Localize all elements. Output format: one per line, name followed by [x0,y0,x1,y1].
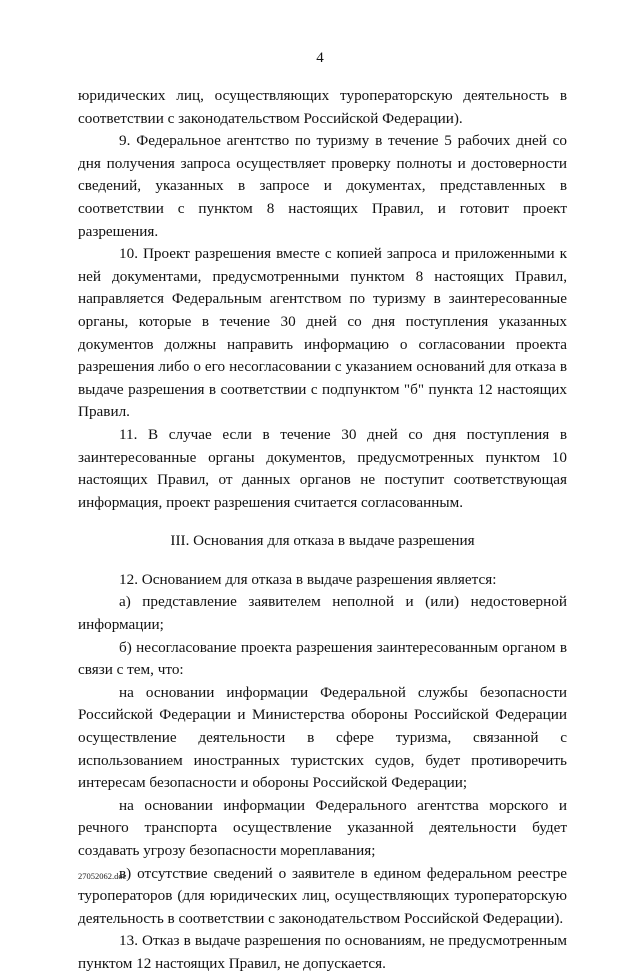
subparagraph-a: а) представление заявителем неполной и (или) недостоверной информации; [78,593,567,634]
paragraph-10: 10. Проект разрешения вместе с копией запроса и приложенными к ней документами, предусмотренными пунктом 8 настоящих Правил, направляется Федеральным агентством по туризму в заинтересованные органы, которые в течение 30 дней со дня поступления указанных документов должны направить информацию о согласовании проекта разрешения либо о его несогласовании с указанием оснований для отказа в выдаче разрешения в соответствии с подпунктом "б" пункта 12 настоящих Правил. [78,245,567,421]
subparagraph-b: б) несогласование проекта разрешения заинтересованным органом в связи с тем, что: [78,638,567,679]
paragraph-13: 13. Отказ в выдаче разрешения по основаниям, не предусмотренным пунктом 12 настоящих Правил, не допускается. [78,932,567,972]
paragraph-11: 11. В случае если в течение 30 дней со дня поступления в заинтересованные органы документов, предусмотренных пунктом 10 настоящих Правил, от данных органов не поступит соответствующая информация, проект разрешения считается согласованным. [78,425,567,511]
paragraph-9: 9. Федеральное агентство по туризму в течение 5 рабочих дней со дня получения запроса осуществляет проверку полноты и достоверности сведений, указанных в запросе и документах, представленных в соответствии с пунктом 8 настоящих Правил, и готовит проект разрешения. [78,132,567,240]
document-body [78,85,567,976]
subparagraph-b-transport: на основании информации Федерального агентства морского и речного транспорта осуществление указанной деятельности будет создавать угрозу безопасности мореплавания; [78,796,567,859]
subparagraph-v: в) отсутствие сведений о заявителе в едином федеральном реестре туроператоров (для юридических лиц, осуществляющих туроператорскую деятельность в соответствии с законодательством Российской Федерации). [78,864,567,927]
subparagraph-b-fsb: на основании информации Федеральной службы безопасности Российской Федерации и Министерства обороны Российской Федерации осуществление деятельности в сфере туризма, связанной с использованием иностранных туристских судов, будет противоречить интересам безопасности и обороны Российской Федерации; [78,683,567,792]
paragraph-continuation: юридических лиц, осуществляющих туроператорскую деятельность в соответствии с законодательством Российской Федерации). [78,87,567,127]
page-number: 4 [316,50,324,66]
footer-filename: 27052062.doc [78,871,127,881]
paragraph-12: 12. Основанием для отказа в выдаче разрешения является: [119,570,497,588]
section-heading: III. Основания для отказа в выдаче разрешения [170,532,475,550]
